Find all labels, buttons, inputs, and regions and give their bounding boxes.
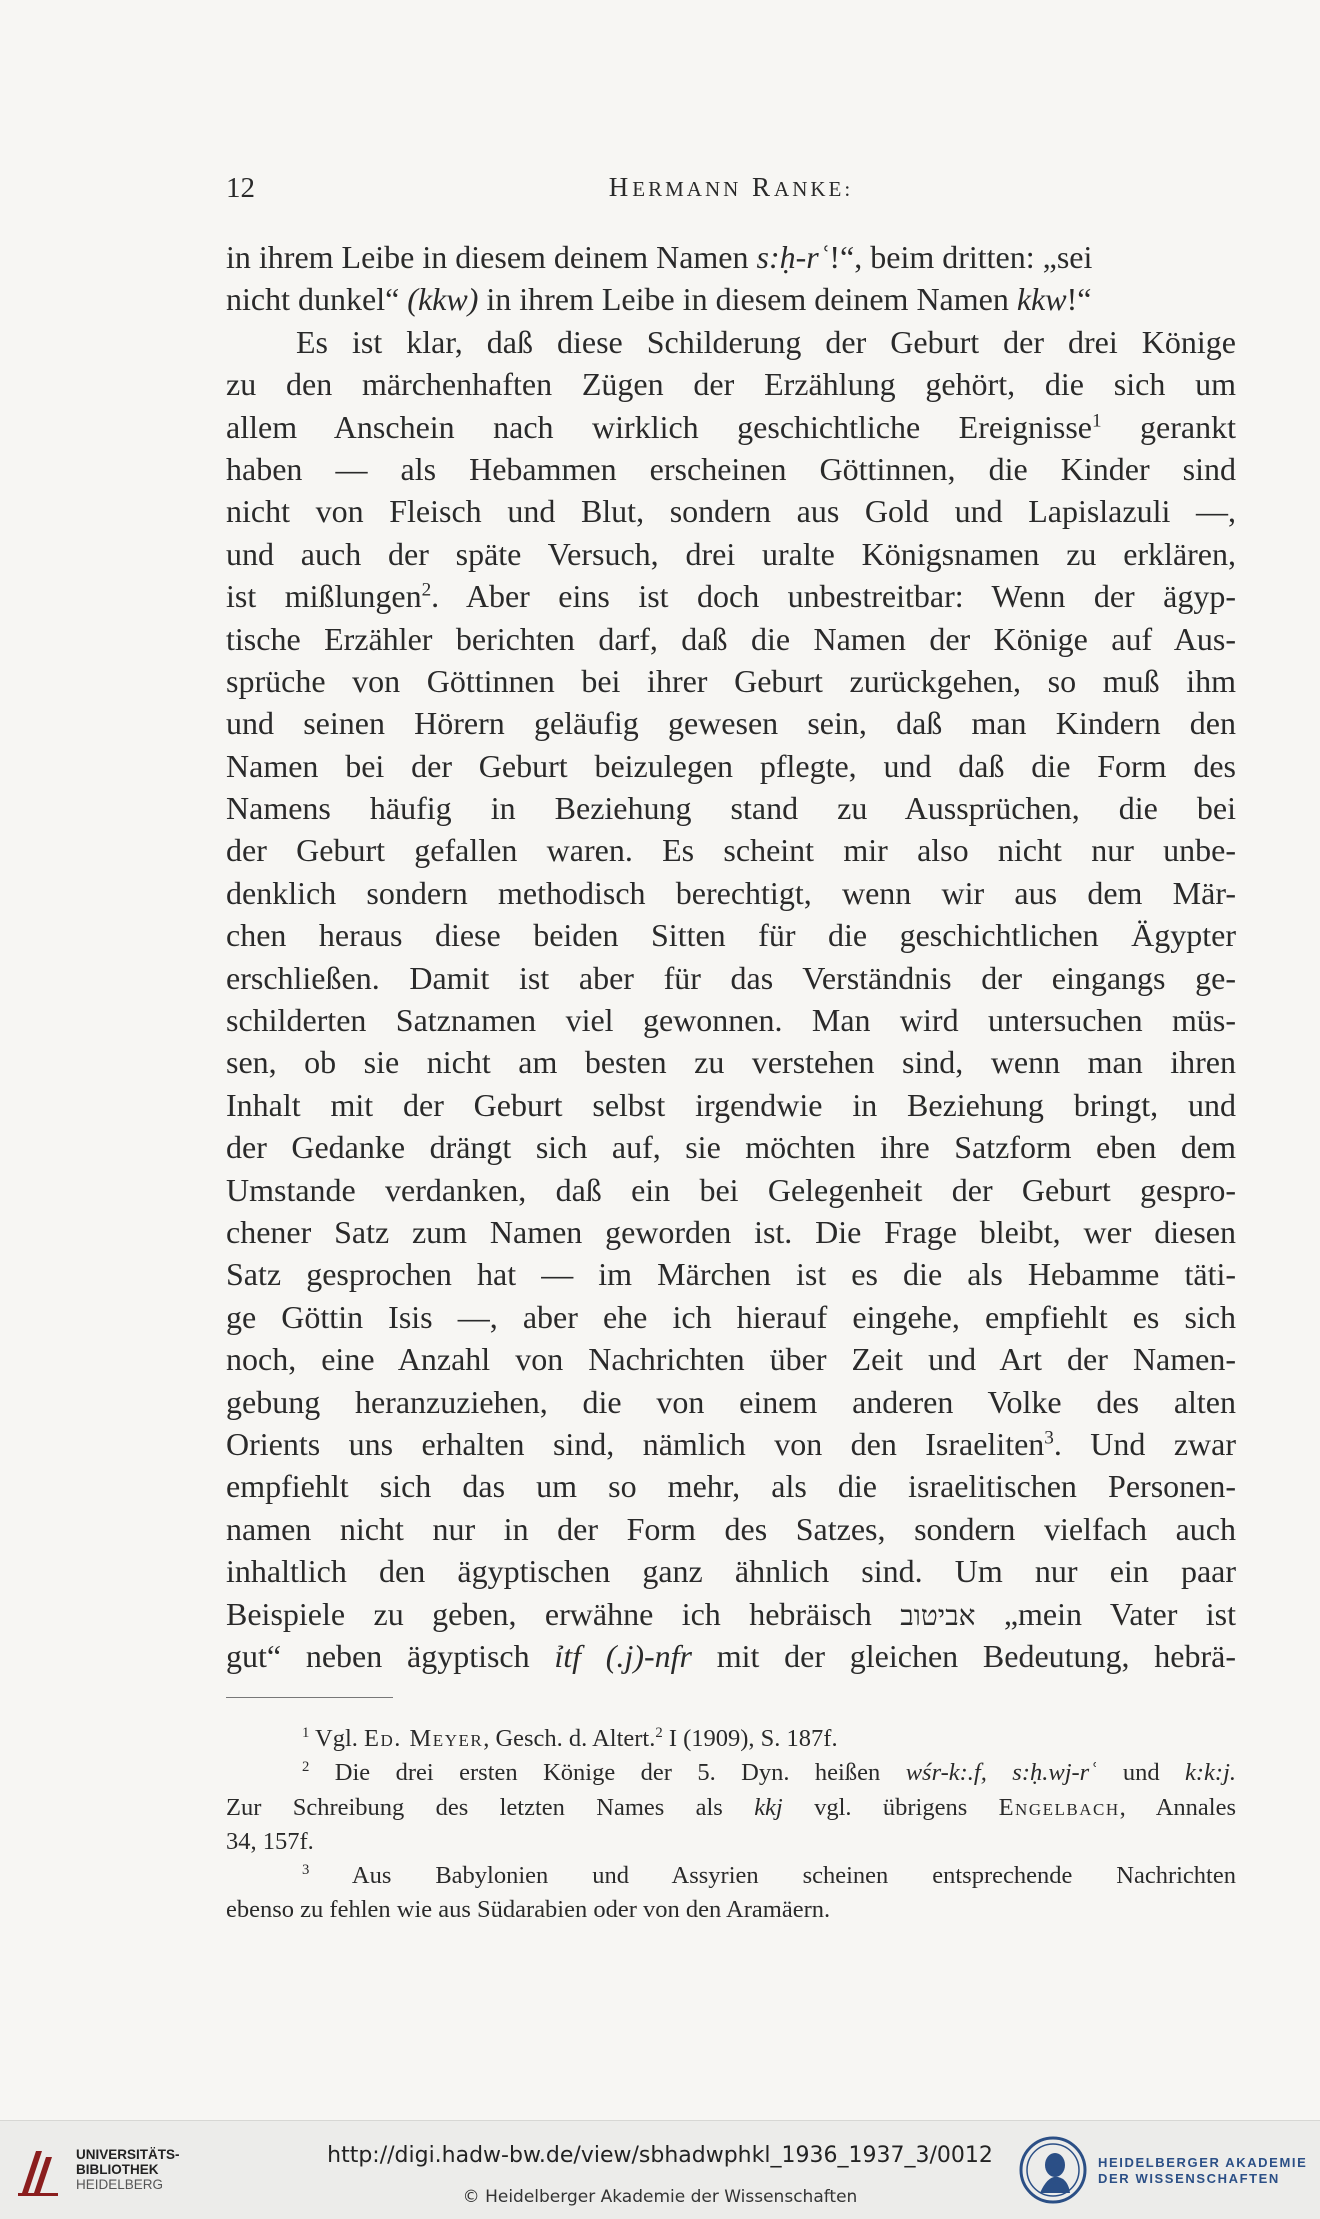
text-span: , Gesch. d. Altert. (483, 1725, 656, 1752)
footnotes (226, 1722, 1236, 1928)
text-span: allem Anschein nach wirklich geschichtliche Ereignisse (226, 408, 1092, 445)
text-line: haben — als Hebammen erscheinen Göttinnen, die Kinder sind (226, 450, 1236, 487)
author-name: Engelbach (998, 1793, 1120, 1821)
text-line: Satz gesprochen hat — im Märchen ist es die als Hebamme täti- (226, 1256, 1236, 1293)
text-span: „mein Vater ist (975, 1595, 1236, 1632)
transliteration: kkw (1016, 281, 1067, 318)
author-name: Ed. Meyer (364, 1725, 484, 1752)
author-initial-first: H (608, 172, 633, 202)
text-span: gut“ neben ägyptisch (226, 1637, 555, 1674)
page-header (226, 172, 1236, 212)
text-line: schilderten Satznamen viel gewonnen. Man wird untersuchen müs- (226, 1002, 1236, 1039)
footnote-number: 2 (302, 1759, 310, 1776)
text-span: !“ (1066, 281, 1092, 318)
text-line: Namen bei der Geburt beizulegen pflegte, und daß die Form des (226, 747, 1236, 784)
text-span: nicht dunkel“ (226, 281, 408, 318)
text-span: Aus Babylonien und Assyrien scheinen entsprechende Nachrichten (309, 1862, 1236, 1890)
footnote-ref: 2 (421, 579, 432, 601)
text-line (226, 236, 1236, 278)
text-line: und seinen Hörern geläufig gewesen sein, daß man Kindern den (226, 705, 1236, 742)
footnote-3 (226, 1859, 1236, 1893)
footnote-number: 3 (302, 1862, 310, 1879)
text-span: Zur Schreibung des letzten Names als (226, 1793, 755, 1821)
text-line: erschließen. Damit ist aber für das Verständnis der eingangs ge- (226, 959, 1236, 996)
footnote-1 (226, 1722, 1236, 1756)
text-span: . Aber eins ist doch unbestreitbar: Wenn der ägyp- (431, 578, 1237, 615)
text-line: inhaltlich den ägyptischen ganz ähnlich sind. Um nur ein paar (226, 1553, 1236, 1590)
text-line: Umstande verdanken, daß ein bei Gelegenheit der Geburt gespro- (226, 1171, 1236, 1208)
text-line: noch, eine Anzahl von Nachrichten über Zeit und Art der Namen- (226, 1341, 1236, 1378)
text-line: der Gedanke drängt sich auf, sie möchten ihre Satzform eben dem (226, 1129, 1236, 1166)
ub-name-line: BIBLIOTHEK (76, 2162, 159, 2177)
permalink-url[interactable]: http://digi.hadw-bw.de/view/sbhadwphkl_1936_1937_3/0012 (327, 2143, 993, 2168)
text-line: der Geburt gefallen waren. Es scheint mir also nicht nur unbe- (226, 832, 1236, 869)
text-line: chen heraus diese beiden Sitten für die geschichtlichen Ägypter (226, 917, 1236, 954)
footnote-2-cont (226, 1791, 1236, 1825)
text-line (226, 1593, 1236, 1635)
transliteration: k:k:j. (1185, 1759, 1237, 1787)
academy-seal-icon[interactable] (1018, 2135, 1088, 2205)
text-span: Die drei ersten Könige der 5. Dyn. heißen (309, 1759, 906, 1787)
text-line (226, 1635, 1236, 1677)
body-text (226, 236, 1236, 1677)
ub-name-line: HEIDELBERG (76, 2177, 164, 2192)
text-span: . Und zwar (1053, 1425, 1237, 1462)
text-line: namen nicht nur in der Form des Satzes, sondern vielfach auch (226, 1510, 1236, 1547)
text-line: denklich sondern methodisch berechtigt, wenn wir aus dem Mär- (226, 874, 1236, 911)
text-span: Orients uns erhalten sind, nämlich von den Israeliten (226, 1425, 1045, 1462)
academy-name-line: HEIDELBERGER AKADEMIE (1098, 2155, 1308, 2170)
text-line: Es ist klar, daß diese Schilderung der Geburt der drei Könige (296, 323, 1236, 360)
academy-name (1098, 2155, 1307, 2187)
footnote-2-end: 34, 157f. (226, 1827, 314, 1855)
transliteration: ỉtf (.j)-nfr (554, 1637, 692, 1674)
text-span: Beispiele zu geben, erwähne ich hebräisch (226, 1595, 901, 1632)
footnote-ref: 3 (1044, 1427, 1054, 1449)
text-line: empfiehlt sich das um so mehr, als die israelitischen Personen- (226, 1468, 1236, 1505)
text-line: zu den märchenhaften Zügen der Erzählung gehört, die sich um (226, 366, 1236, 403)
viewer-footer (0, 2120, 1320, 2219)
text-span: Vgl. (309, 1725, 365, 1752)
text-line (226, 575, 1236, 617)
text-span: I (1909), S. 187f. (662, 1725, 838, 1752)
text-span: in ihrem Leibe in diesem deinem Namen (478, 281, 1017, 318)
text-span: vgl. übrigens (782, 1793, 999, 1821)
text-line: sen, ob sie nicht am besten zu verstehen sind, wenn man ihren (226, 1044, 1236, 1081)
hebrew-word: אביטוב (900, 1598, 976, 1632)
text-line: und auch der späte Versuch, drei uralte Königsnamen zu erklären, (226, 535, 1236, 572)
author-initial-last: R (752, 172, 775, 202)
text-span: mit der gleichen Bedeutung, hebrä- (692, 1637, 1237, 1674)
text-span: !“, beim dritten: „sei (829, 239, 1093, 275)
text-line: chener Satz zum Namen geworden ist. Die Frage bleibt, wer diesen (226, 1213, 1236, 1250)
text-span: in ihrem Leibe in diesem deinem Namen (226, 239, 757, 275)
text-line (226, 1423, 1236, 1465)
footnote-ref: 1 (1091, 409, 1102, 431)
transliteration: (kkw) (407, 281, 479, 318)
text-line: Namens häufig in Beziehung stand zu Aussprüchen, die bei (226, 790, 1236, 827)
text-line: sprüche von Göttinnen bei ihrer Geburt zurückgehen, so muß ihm (226, 662, 1236, 699)
ub-name-line: UNIVERSITÄTS- (76, 2147, 180, 2162)
page-number: 12 (226, 172, 255, 204)
transliteration: s:ḥ-rʿ (756, 239, 830, 275)
author-first-rest: ERMANN (632, 177, 742, 201)
footnote-3-cont: ebenso zu fehlen wie aus Südarabien oder von den Aramäern. (226, 1896, 831, 1924)
footnote-number: 1 (302, 1724, 310, 1741)
text-line (226, 278, 1236, 320)
text-span: gerankt (1101, 408, 1236, 445)
text-span: und (1097, 1759, 1186, 1787)
academy-name-line: DER WISSENSCHAFTEN (1098, 2171, 1280, 2186)
transliteration: wśr-k:.f, s:ḥ.wj-rʿ (905, 1759, 1098, 1787)
author-last-rest: ANKE: (774, 177, 854, 201)
text-line: ge Göttin Isis —, aber ehe ich hierauf eingehe, empfiehlt es sich (226, 1298, 1236, 1335)
running-head (226, 172, 1236, 203)
copyright-notice: © Heidelberger Akademie der Wissenschaften (462, 2187, 858, 2207)
footnote-2 (226, 1756, 1236, 1790)
text-span: , Annales (1119, 1793, 1237, 1821)
text-line: Inhalt mit der Geburt selbst irgendwie in Beziehung bringt, und (226, 1086, 1236, 1123)
transliteration: kkj (754, 1793, 783, 1821)
text-line: gebung heranzuziehen, die von einem anderen Volke des alten (226, 1383, 1236, 1420)
footnote-divider (226, 1697, 393, 1698)
text-span: ist mißlungen (226, 578, 422, 615)
edition-number: 2 (655, 1724, 663, 1741)
text-line (226, 406, 1236, 448)
text-line: tische Erzähler berichten darf, daß die Namen der Könige auf Aus- (226, 620, 1236, 657)
text-line: nicht von Fleisch und Blut, sondern aus Gold und Lapislazuli —, (226, 493, 1236, 530)
